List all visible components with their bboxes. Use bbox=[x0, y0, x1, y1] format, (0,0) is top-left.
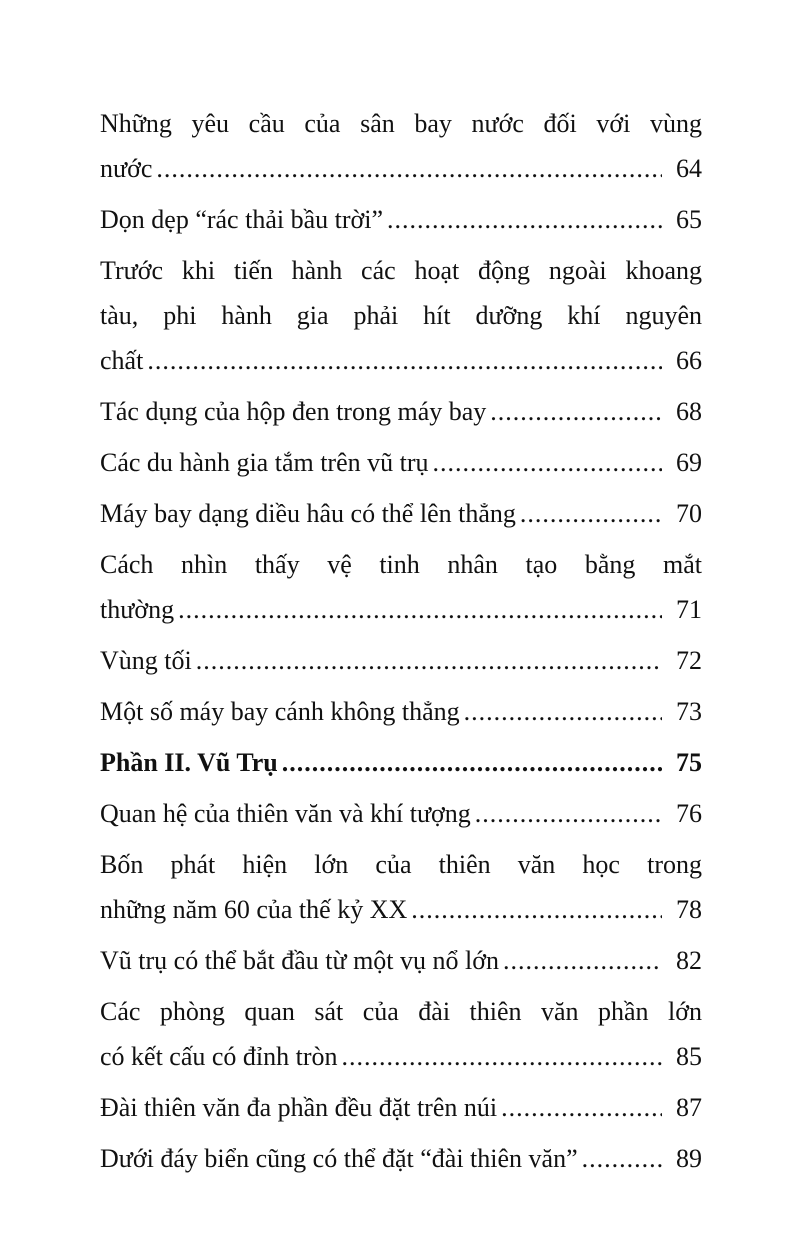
toc-entry-title: Các du hành gia tắm trên vũ trụ bbox=[100, 448, 429, 477]
dot-leader bbox=[433, 440, 662, 485]
toc-entry-title-line: Cách nhìn thấy vệ tinh nhân tạo bằng mắt bbox=[100, 550, 702, 579]
toc-entry-page-number: 73 bbox=[676, 697, 702, 726]
dot-leader bbox=[156, 146, 662, 191]
toc-entry-title: nước bbox=[100, 154, 153, 183]
toc-entry[interactable] bbox=[100, 389, 702, 434]
toc-entry-page-number: 66 bbox=[676, 346, 702, 375]
dot-leader bbox=[178, 587, 662, 632]
toc-entry-title: thường bbox=[100, 595, 175, 624]
toc-entry[interactable] bbox=[100, 491, 702, 536]
toc-entry-page-number: 72 bbox=[676, 646, 702, 675]
toc-entry-title: Phần II. Vũ Trụ bbox=[100, 748, 278, 777]
toc-entry-page-number: 69 bbox=[676, 448, 702, 477]
toc-entry-page-number: 76 bbox=[676, 799, 702, 828]
dot-leader bbox=[147, 338, 662, 383]
toc-entry[interactable] bbox=[100, 989, 702, 1079]
toc-entry-title-line: Trước khi tiến hành các hoạt động ngoài khoang bbox=[100, 256, 702, 285]
toc-entry-page-number: 70 bbox=[676, 499, 702, 528]
toc-entry-leader-line bbox=[100, 338, 702, 383]
toc-entry-title: Một số máy bay cánh không thẳng bbox=[100, 697, 460, 726]
toc-entry-page-number: 71 bbox=[676, 595, 702, 624]
toc-entry-title: Tác dụng của hộp đen trong máy bay bbox=[100, 397, 487, 426]
dot-leader bbox=[503, 938, 662, 983]
toc-entry[interactable] bbox=[100, 101, 702, 191]
toc-entry-title: Vũ trụ có thể bắt đầu từ một vụ nổ lớn bbox=[100, 946, 500, 975]
toc-entry-title-line: Những yêu cầu của sân bay nước đối với vùng bbox=[100, 109, 702, 138]
dot-leader bbox=[411, 887, 662, 932]
toc-entry-title: Đài thiên văn đa phần đều đặt trên núi bbox=[100, 1093, 498, 1122]
toc-entry-title: có kết cấu có đỉnh tròn bbox=[100, 1042, 338, 1071]
toc-entry-leader-line bbox=[100, 1136, 702, 1181]
toc-entry-leader-line bbox=[100, 1085, 702, 1130]
toc-entry-page-number: 82 bbox=[676, 946, 702, 975]
toc-entry-title: những năm 60 của thế kỷ XX bbox=[100, 895, 408, 924]
toc-entry-leader-line bbox=[100, 791, 702, 836]
dot-leader bbox=[490, 389, 662, 434]
dot-leader bbox=[282, 740, 662, 785]
toc-entry[interactable] bbox=[100, 542, 702, 632]
dot-leader bbox=[464, 689, 662, 734]
toc-entry-title-line: Các phòng quan sát của đài thiên văn phần lớn bbox=[100, 997, 702, 1026]
toc-entry[interactable] bbox=[100, 1085, 702, 1130]
toc-entry-title: chất bbox=[100, 346, 144, 375]
toc-entry-leader-line bbox=[100, 491, 702, 536]
table-of-contents bbox=[100, 101, 702, 1187]
toc-entry-title: Vùng tối bbox=[100, 646, 192, 675]
toc-entry-title: Dưới đáy biển cũng có thể đặt “đài thiên văn” bbox=[100, 1144, 578, 1173]
toc-entry-page-number: 68 bbox=[676, 397, 702, 426]
toc-entry-leader-line bbox=[100, 587, 702, 632]
toc-entry-leader-line bbox=[100, 146, 702, 191]
toc-entry[interactable] bbox=[100, 197, 702, 242]
toc-entry-page-number: 78 bbox=[676, 895, 702, 924]
toc-entry[interactable] bbox=[100, 248, 702, 383]
dot-leader bbox=[387, 197, 662, 242]
toc-entry-title-line: tàu, phi hành gia phải hít dưỡng khí nguyên bbox=[100, 301, 702, 330]
toc-entry-page-number: 64 bbox=[676, 154, 702, 183]
toc-entry-leader-line bbox=[100, 440, 702, 485]
toc-entry-page-number: 87 bbox=[676, 1093, 702, 1122]
dot-leader bbox=[520, 491, 662, 536]
toc-entry[interactable] bbox=[100, 1136, 702, 1181]
toc-entry[interactable] bbox=[100, 689, 702, 734]
toc-entry[interactable] bbox=[100, 638, 702, 683]
toc-entry-page-number: 65 bbox=[676, 205, 702, 234]
dot-leader bbox=[475, 791, 662, 836]
toc-entry-title-line: Bốn phát hiện lớn của thiên văn học trong bbox=[100, 850, 702, 879]
toc-entry-leader-line bbox=[100, 887, 702, 932]
toc-entry[interactable] bbox=[100, 938, 702, 983]
toc-entry-title: Máy bay dạng diều hâu có thể lên thẳng bbox=[100, 499, 516, 528]
dot-leader bbox=[196, 638, 662, 683]
toc-entry-leader-line bbox=[100, 638, 702, 683]
dot-leader bbox=[342, 1034, 662, 1079]
toc-entry-title: Quan hệ của thiên văn và khí tượng bbox=[100, 799, 471, 828]
toc-entry[interactable] bbox=[100, 740, 702, 785]
toc-entry-leader-line bbox=[100, 938, 702, 983]
toc-entry-title: Dọn dẹp “rác thải bầu trời” bbox=[100, 205, 384, 234]
dot-leader bbox=[501, 1085, 662, 1130]
toc-entry[interactable] bbox=[100, 842, 702, 932]
toc-entry-page-number: 85 bbox=[676, 1042, 702, 1071]
toc-entry[interactable] bbox=[100, 791, 702, 836]
toc-entry-leader-line bbox=[100, 740, 702, 785]
dot-leader bbox=[582, 1136, 662, 1181]
toc-entry-leader-line bbox=[100, 1034, 702, 1079]
toc-entry[interactable] bbox=[100, 440, 702, 485]
toc-entry-page-number: 75 bbox=[676, 748, 702, 777]
toc-entry-page-number: 89 bbox=[676, 1144, 702, 1173]
toc-entry-leader-line bbox=[100, 197, 702, 242]
toc-entry-leader-line bbox=[100, 389, 702, 434]
toc-entry-leader-line bbox=[100, 689, 702, 734]
